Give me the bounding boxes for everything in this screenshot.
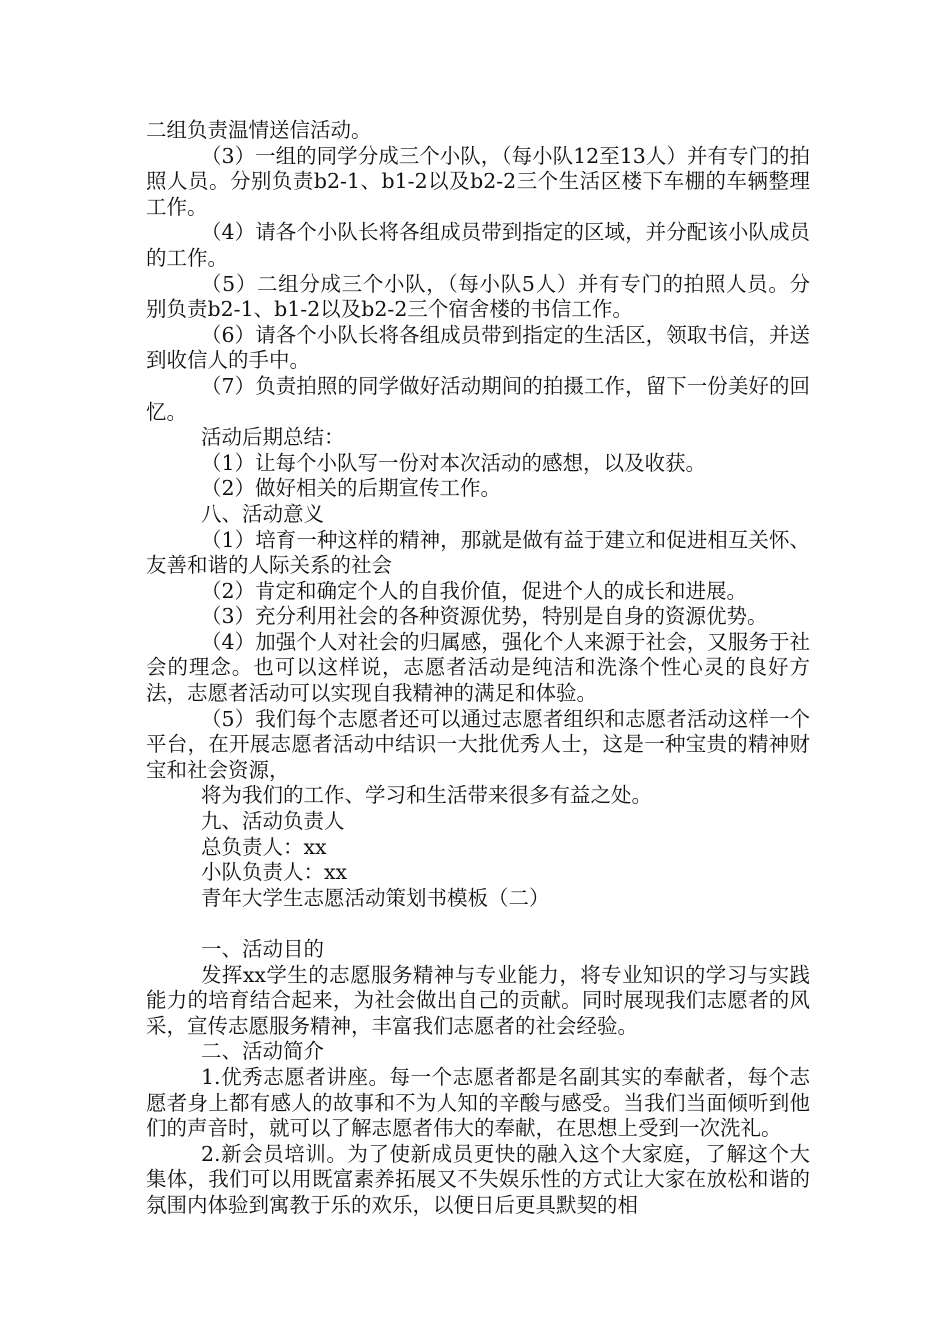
paragraph: 小队负责人：xx — [201, 860, 348, 885]
paragraph: （7）负责拍照的同学做好活动期间的拍摄工作，留下一份美好的回忆。 — [146, 373, 810, 424]
blank-line — [146, 911, 810, 937]
section-heading: 八、活动意义 — [201, 501, 324, 526]
paragraph: （3）充分利用社会的各种资源优势，特别是自身的资源优势。 — [201, 604, 768, 629]
paragraph: （4）请各个小队长将各组成员带到指定的区域，并分配该小队成员的工作。 — [146, 220, 810, 270]
paragraph: （6）请各个小队长将各组成员带到指定的生活区，领取书信，并送到收信人的手中。 — [146, 322, 810, 373]
paragraph: 二组负责温情送信活动。 — [146, 118, 372, 142]
paragraph: （3）一组的同学分成三个小队，（每小队12至13人）并有专门的拍照人员。分别负责b2-1、b1-2以及b2-2三个生活区楼下车棚的车辆整理工作。 — [146, 143, 810, 219]
paragraph: （1）让每个小队写一份对本次活动的感想，以及收获。 — [201, 450, 707, 475]
paragraph: （2）肯定和确定个人的自我价值，促进个人的成长和进展。 — [201, 578, 748, 603]
paragraph: 将为我们的工作、学习和生活带来很多有益之处。 — [201, 783, 652, 808]
paragraph: 发挥xx学生的志愿服务精神与专业能力，将专业知识的学习与实践能力的培育结合起来，为社会做出自己的贡献。同时展现我们志愿者的风采，宣传志愿服务精神，丰富我们志愿者的社会经验。 — [146, 962, 810, 1038]
paragraph: 总负责人：xx — [201, 834, 327, 859]
section-label: 活动后期总结： — [201, 425, 345, 450]
paragraph: （2）做好相关的后期宣传工作。 — [201, 476, 502, 501]
paragraph: 2.新会员培训。为了使新成员更快的融入这个大家庭，了解这个大集体，我们可以用既富素养拓展又不失娱乐性的方式让大家在放松和谐的氛围内体验到寓教于乐的欢乐，以便日后更具默契的相 — [146, 1141, 810, 1217]
document-body — [146, 118, 810, 1219]
paragraph: 1.优秀志愿者讲座。每一个志愿者都是名副其实的奉献者，每个志愿者身上都有感人的故事和不为人知的辛酸与感受。当我们当面倾听到他们的声音时，就可以了解志愿者伟大的奉献，在思想上受到一次洗礼。 — [146, 1064, 810, 1141]
paragraph: （5）二组分成三个小队，（每小队5人）并有专门的拍照人员。分别负责b2-1、b1-2以及b2-2三个宿舍楼的书信工作。 — [146, 271, 810, 322]
paragraph: （5）我们每个志愿者还可以通过志愿者组织和志愿者活动这样一个平台，在开展志愿者活动中结识一大批优秀人士，这是一种宝贵的精神财宝和社会资源， — [146, 706, 810, 782]
section-heading: 九、活动负责人 — [201, 809, 345, 834]
section-heading: 二、活动简介 — [201, 1039, 324, 1064]
document-subtitle: 青年大学生志愿活动策划书模板（二） — [201, 885, 550, 910]
paragraph: （1）培育一种这样的精神，那就是做有益于建立和促进相互关怀、友善和谐的人际关系的社会 — [146, 527, 810, 578]
paragraph: （4）加强个人对社会的归属感，强化个人来源于社会，又服务于社会的理念。也可以这样说，志愿者活动是纯洁和洗涤个性心灵的良好方法，志愿者活动可以实现自我精神的满足和体验。 — [146, 629, 810, 706]
section-heading: 一、活动目的 — [201, 937, 324, 961]
